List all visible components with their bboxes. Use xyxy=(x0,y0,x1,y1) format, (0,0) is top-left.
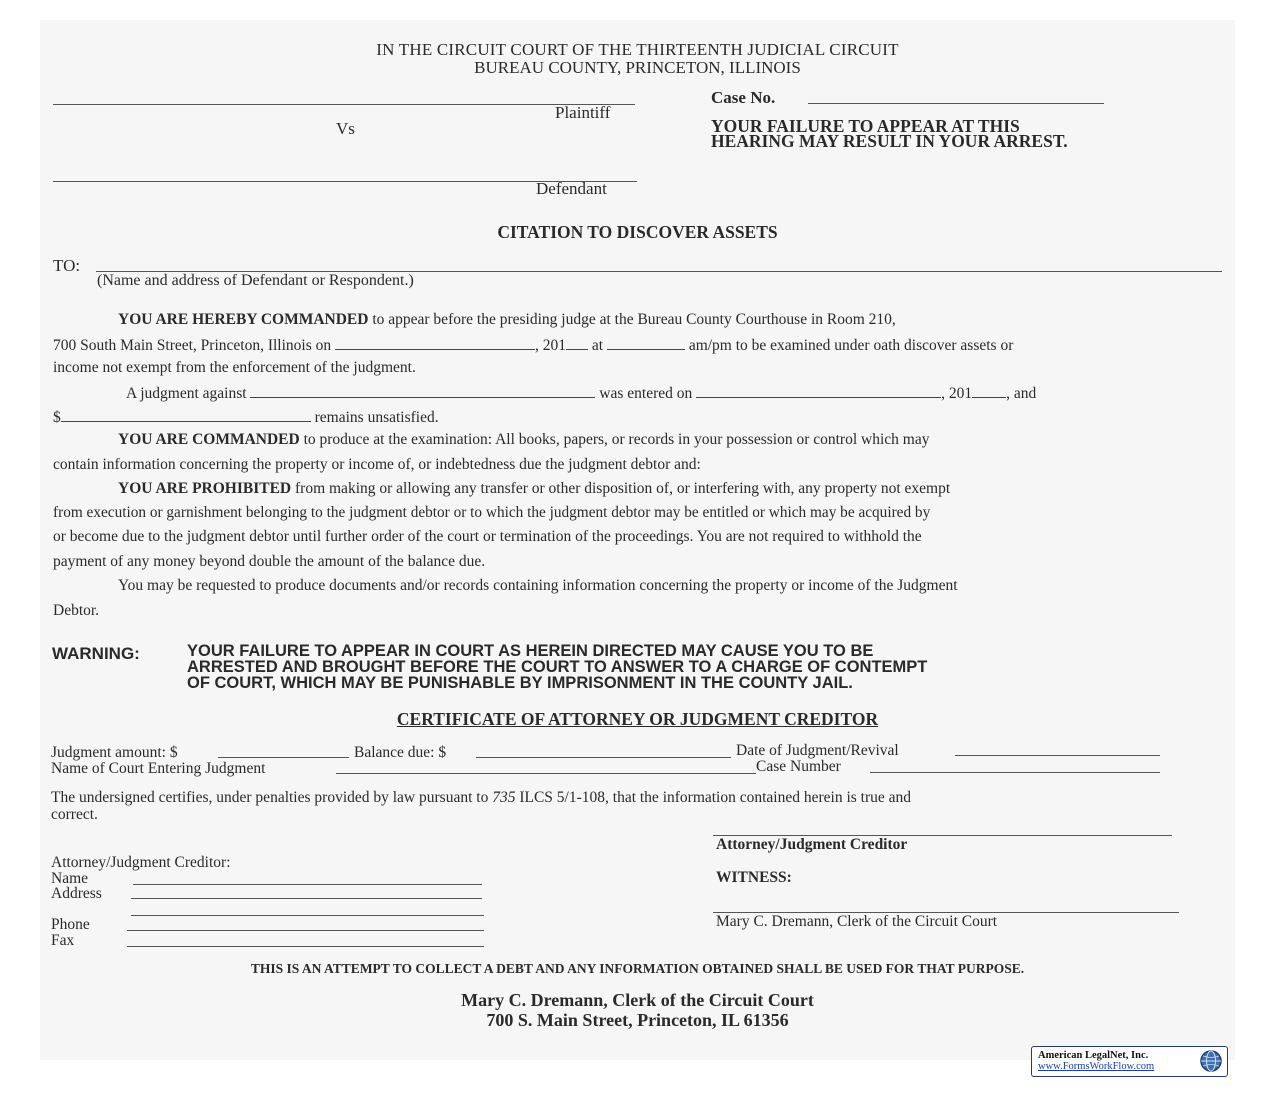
prohibited-line-4: payment of any money beyond double the amount of the balance due. xyxy=(53,553,486,570)
ampm-text: am/pm to be examined under oath discover assets or xyxy=(688,337,1014,354)
defendant-label: Defendant xyxy=(536,179,607,198)
warning-label: WARNING: xyxy=(52,644,140,663)
unsatisfied-line xyxy=(53,408,439,426)
arrest-warning-line2: HEARING MAY RESULT IN YOUR ARREST. xyxy=(711,131,1068,151)
case-number-field[interactable] xyxy=(870,772,1160,773)
entered-year-field[interactable] xyxy=(972,384,1006,398)
judgment-debtor-field[interactable] xyxy=(250,384,595,398)
certify-line-1 xyxy=(51,790,911,806)
case-no-field[interactable] xyxy=(808,103,1104,104)
attorney-phone-label: Phone xyxy=(51,916,90,933)
dollar-sign: $ xyxy=(53,409,61,426)
at-label: at xyxy=(591,337,604,354)
attorney-signature-label: Attorney/Judgment Creditor xyxy=(716,836,908,853)
balance-due-field[interactable] xyxy=(476,757,731,758)
court-entering-label: Name of Court Entering Judgment xyxy=(51,760,266,777)
american-legalnet-logo xyxy=(1031,1046,1228,1077)
attorney-phone-field[interactable] xyxy=(127,930,484,931)
case-number-label: Case Number xyxy=(756,758,841,775)
hearing-time-field[interactable] xyxy=(607,336,685,350)
clerk-name: Mary C. Dremann, Clerk of the Circuit Court xyxy=(461,990,814,1010)
court-entering-field[interactable] xyxy=(336,773,756,774)
plaintiff-label: Plaintiff xyxy=(555,103,611,122)
prohibited-paragraph xyxy=(118,481,950,497)
clerk-signature-label: Mary C. Dremann, Clerk of the Circuit Court xyxy=(716,913,998,930)
address-text: 700 South Main Street, Princeton, Illinois on xyxy=(53,337,332,354)
attorney-fax-label: Fax xyxy=(51,932,75,949)
produce-line-2: contain information concerning the property or income of, or indebtedness due the judgment debtor and: xyxy=(53,456,701,473)
balance-due-label: Balance due: $ xyxy=(354,744,447,761)
respondent-hint: (Name and address of Defendant or Respondent.) xyxy=(97,272,414,289)
judgment-line xyxy=(126,384,1036,402)
judgment-amount-label: Judgment amount: $ xyxy=(51,744,178,761)
date-of-judgment-label: Date of Judgment/Revival xyxy=(736,742,899,759)
certify-line-2: correct. xyxy=(51,806,98,823)
request-line-1: You may be requested to produce documents and/or records containing information concerning the property or income of the Judgment xyxy=(118,577,958,594)
attorney-address-field[interactable] xyxy=(131,898,482,899)
produce-bold: YOU ARE COMMANDED xyxy=(118,431,300,448)
judgment-against-label: A judgment against xyxy=(126,385,247,402)
vs-label: Vs xyxy=(336,119,355,138)
certificate-title: CERTIFICATE OF ATTORNEY OR JUDGMENT CREDITOR xyxy=(396,709,879,729)
globe-icon xyxy=(1199,1049,1223,1073)
attorney-fax-field[interactable] xyxy=(127,946,484,947)
attorney-address-field-2[interactable] xyxy=(131,915,484,916)
warning-line3: OF COURT, WHICH MAY BE PUNISHABLE BY IMPRISONMENT IN THE COUNTY JAIL. xyxy=(187,674,853,692)
prohibited-line-2: from execution or garnishment belonging to the judgment debtor or to which the judgment debtor may be entitled or which may be acquired by xyxy=(53,504,931,521)
prohibited-line-3: or become due to the judgment debtor until further order of the court or termination of the proceedings. You are not required to withhold the xyxy=(53,528,922,545)
witness-label: WITNESS: xyxy=(716,869,792,886)
court-location: BUREAU COUNTY, PRINCETON, ILLINOIS xyxy=(474,58,801,77)
attorney-name-field[interactable] xyxy=(133,884,482,885)
to-label: TO: xyxy=(53,256,81,275)
certify-text-a: The undersigned certifies, under penalties provided by law pursuant to xyxy=(51,789,489,806)
request-line-2: Debtor. xyxy=(53,602,100,619)
produce-paragraph xyxy=(118,432,929,448)
attorney-address-label: Address xyxy=(51,885,102,902)
attorney-name-label: Name xyxy=(51,870,89,887)
logo-company: American LegalNet, Inc. xyxy=(1038,1050,1149,1061)
commanded-bold: YOU ARE HEREBY COMMANDED xyxy=(118,311,369,328)
entered-on-label: was entered on xyxy=(599,385,693,402)
prohibited-text: from making or allowing any transfer or other disposition of, or interfering with, any property not exempt xyxy=(295,480,951,497)
plaintiff-line[interactable] xyxy=(53,104,635,105)
and-label: , and xyxy=(1006,385,1037,402)
clerk-address: 700 S. Main Street, Princeton, IL 61356 xyxy=(486,1010,789,1030)
entered-date-field[interactable] xyxy=(696,384,941,398)
debt-notice: THIS IS AN ATTEMPT TO COLLECT A DEBT AND ANY INFORMATION OBTAINED SHALL BE USED FOR THAT PURPOSE. xyxy=(250,961,1025,976)
produce-text: to produce at the examination: All books, papers, or records in your possession or control which may xyxy=(303,431,930,448)
judgment-amount-field[interactable] xyxy=(218,757,349,758)
hearing-year-field[interactable] xyxy=(566,336,588,350)
unsatisfied-amount-field[interactable] xyxy=(61,408,311,422)
logo-url[interactable]: www.FormsWorkFlow.com xyxy=(1038,1061,1155,1072)
warning-line2: ARRESTED AND BROUGHT BEFORE THE COURT TO ANSWER TO A CHARGE OF CONTEMPT xyxy=(187,658,928,676)
attorney-info-heading: Attorney/Judgment Creditor: xyxy=(51,854,231,871)
warning-line1: YOUR FAILURE TO APPEAR IN COURT AS HEREIN DIRECTED MAY CAUSE YOU TO BE xyxy=(187,642,874,660)
arrest-warning-line1: YOUR FAILURE TO APPEAR AT THIS xyxy=(711,116,1020,136)
year-prefix-2: , 201 xyxy=(941,385,973,402)
date-of-judgment-field[interactable] xyxy=(955,755,1160,756)
certify-text-b: ILCS 5/1-108, that the information contained herein is true and xyxy=(519,789,912,806)
case-no-label: Case No. xyxy=(711,88,776,107)
commanded-text: to appear before the presiding judge at the Bureau County Courthouse in Room 210, xyxy=(372,311,896,328)
document-title: CITATION TO DISCOVER ASSETS xyxy=(497,222,778,242)
remains-text: remains unsatisfied. xyxy=(314,409,439,426)
hearing-date-line xyxy=(53,336,1013,354)
certify-735: 735 xyxy=(492,789,516,806)
commanded-paragraph xyxy=(118,312,896,328)
prohibited-bold: YOU ARE PROHIBITED xyxy=(118,480,292,497)
hearing-date-field[interactable] xyxy=(335,336,535,350)
court-name: IN THE CIRCUIT COURT OF THE THIRTEENTH JUDICIAL CIRCUIT xyxy=(376,40,899,59)
income-line: income not exempt from the enforcement of the judgment. xyxy=(53,359,416,376)
year-prefix: , 201 xyxy=(535,337,566,354)
